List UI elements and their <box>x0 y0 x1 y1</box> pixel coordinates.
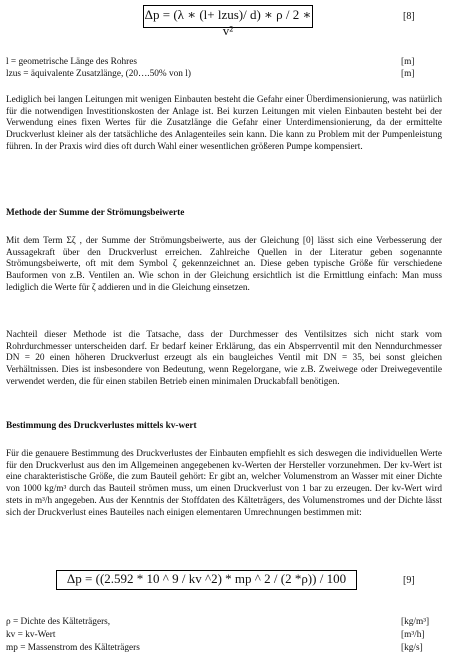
equation-8-formula: Δp = (λ ∗ (l+ lzus)/ d) ∗ ρ / 2 ∗ v² <box>144 7 312 38</box>
definition-text: kv = kv-Wert <box>6 630 56 640</box>
paragraph-overdimension: Lediglich bei langen Leitungen mit wenigen Einbauten besteht die Gefahr einer Überdimensionierung, was natürlich für die notwendigen Investitionskosten der Anlage ist. Bei kurzen Leitungen mit vielen Einbauten besteht bei der Verwendung eines fixen Wertes für die Zusatzlänge die Gefahr einer Unterdimensionierung, da der ermittelte Druckverlust kleiner als der tatsächliche des Anlagenteiles sein kann. Die kann zu Problem mit der Pumpenleistung führen. In der Praxis wird dies oft durch Wahl einer wesentlichen größeren Pumpe kompensiert. <box>6 95 442 152</box>
definition-row <box>6 630 446 642</box>
paragraph-kv-wert: Für die genauere Bestimmung des Druckverlustes der Einbauten empfiehlt es sich deswegen die individuellen Werte für den Druckverlust aus den im Allgemeinen angegebenen kv-Werten der Hersteller vorzunehmen. Der kv-Wert ist eine charakteristische Größe, die zum Bauteil gehört: Er gibt an, welcher Volumenstrom an Wasser mit einer Dichte von 1000 kg/m³ durch das Bauteil strömen muss, um einen Druckverlust von 1 bar zu erzeugen. Der kv-Wert wird stets in m³/h angegeben. Aus der Kenntnis der Stoffdaten des Kälteträgers, des Volumenstromes und der Dichte lässt sich der Druckverlust eines Bauteiles nach einigen elementaren Umrechnungen bestimmen mit: <box>6 449 442 518</box>
heading-stroemungsbeiwerte: Methode der Summe der Strömungsbeiwerte <box>6 208 185 218</box>
definition-text: mp = Massenstrom des Kälteträgers <box>6 643 140 653</box>
equation-9-box <box>56 570 357 590</box>
definition-unit: [kg/m³] <box>401 617 430 627</box>
equation-8-box <box>143 5 313 38</box>
definition-unit: [kg/s] <box>401 643 423 653</box>
equation-9-number: [9] <box>403 575 415 586</box>
definition-text: lzus = äquivalente Zusatzlänge, (20….50% von l) <box>6 69 191 79</box>
definition-row <box>6 617 446 629</box>
paragraph-summe-beiwerte: Mit dem Term Σζ , der Summe der Strömungsbeiwerte, aus der Gleichung [0] lässt sich eine Verbesserung der Aussagekraft über den Druckverlust erreichen. Zahlreiche Quellen in der Literatur geben sogenannte Strömungsbeiwerte, oft mit dem Symbol ζ gekennzeichnet an. Diese geben typische Größe für verschiedene Bauformen von z.B. Ventilen an. Wie schon in der Gleichung ersichtlich ist die Ermittlung einfach: Man muss lediglich die Werte für ζ addieren und in die Gleichung einsetzen. <box>6 236 442 293</box>
definition-text: l = geometrische Länge des Rohres <box>6 57 137 67</box>
definition-row <box>6 643 446 655</box>
definition-unit: [m] <box>401 69 415 79</box>
definition-text: ρ = Dichte des Kälteträgers, <box>6 617 111 627</box>
equation-8-number: [8] <box>403 11 415 22</box>
definition-unit: [m] <box>401 57 415 67</box>
paragraph-nachteil: Nachteil dieser Methode ist die Tatsache, dass der Durchmesser des Ventilsitzes sich nicht stark vom Rohrdurchmesser unterscheiden darf. Er bedarf keiner Erklärung, das ein Absperrventil mit den Nenndurchmesser DN = 20 einen höheren Druckverlust erzeugt als ein baugleiches Ventil mit DN = 35, bei sonst gleichen Verhältnissen. Dies ist insbesondere von Bedeutung, wenn Regelorgane, wie z.B. Zweiwege oder Dreiwegeventile verwendet werden, die für einen stabilen Betrieb einen minimalen Druckabfall benötigen. <box>6 330 442 387</box>
definition-unit: [m³/h] <box>401 630 425 640</box>
definition-row <box>6 57 446 69</box>
definition-row <box>6 69 446 81</box>
equation-9-formula: Δp = ((2.592 * 10 ^ 9 / kv ^2) * mp ^ 2 / (2 *ρ)) / 100 <box>66 571 347 586</box>
heading-kv-wert: Bestimmung des Druckverlustes mittels kv-wert <box>6 421 197 431</box>
